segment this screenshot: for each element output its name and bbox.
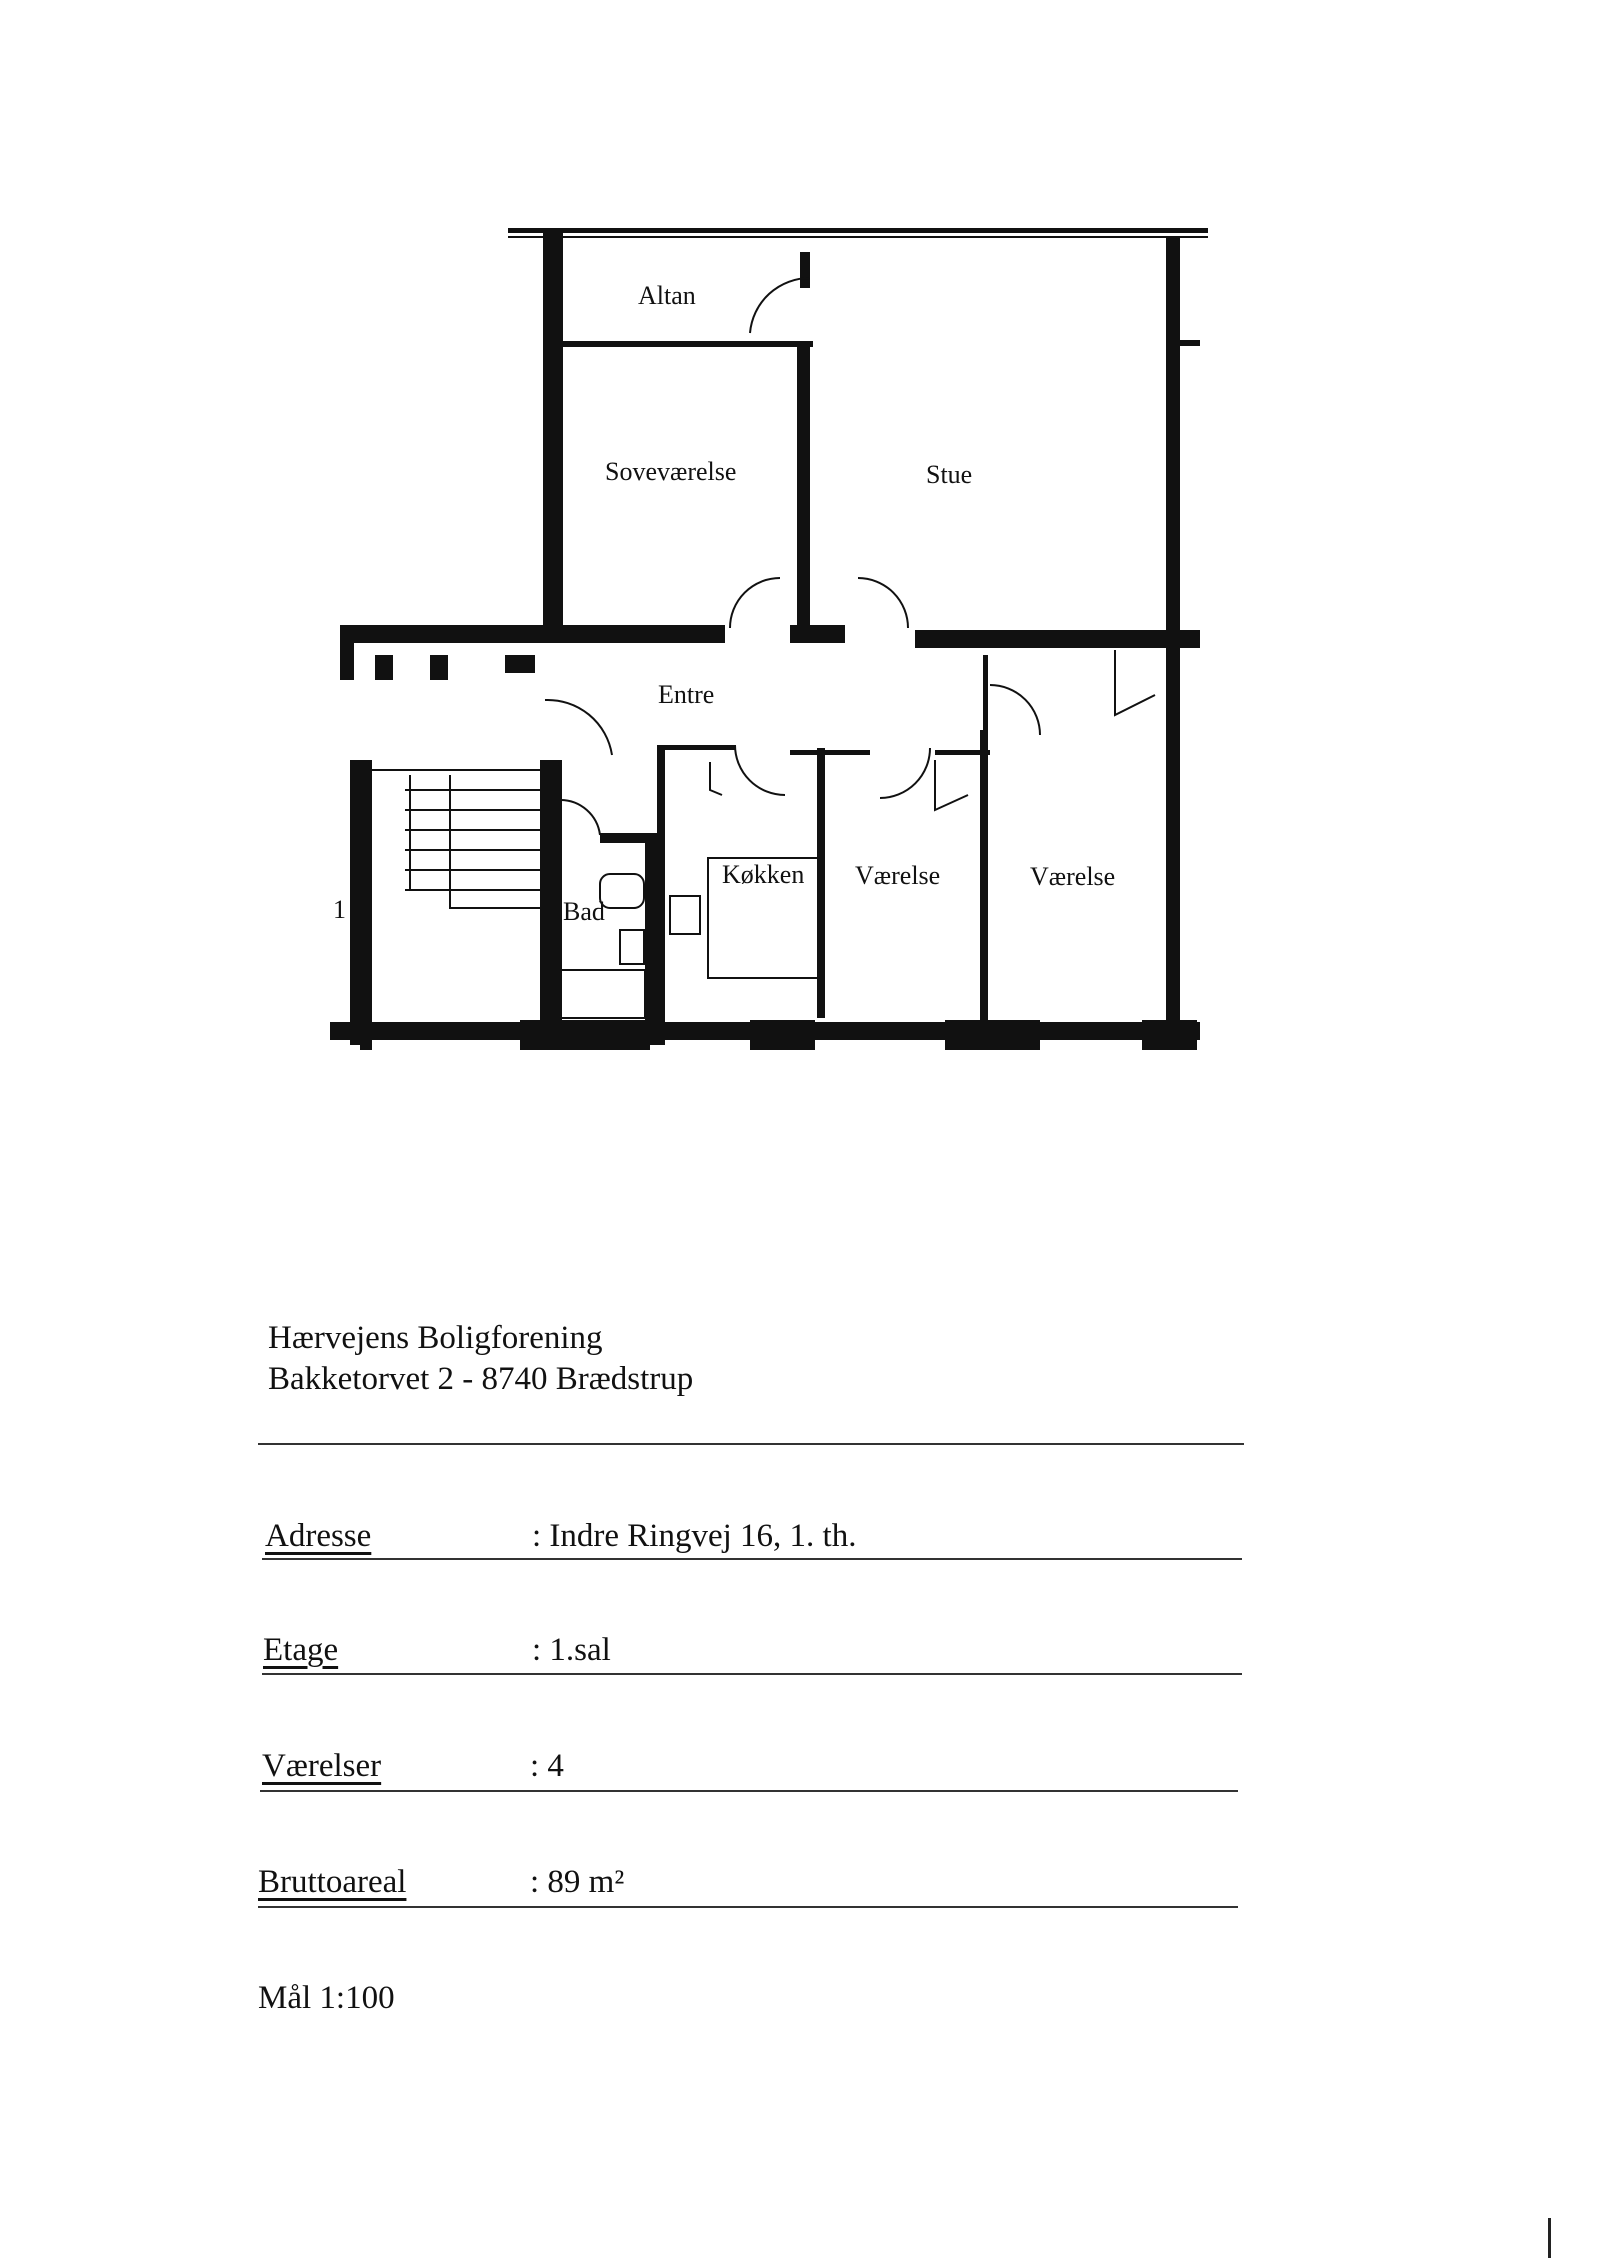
field-value-adresse: : Indre Ringvej 16, 1. th. — [532, 1518, 857, 1554]
field-value-bruttoareal: : 89 m² — [530, 1864, 625, 1900]
plan-edge-mark: 1 — [333, 895, 346, 924]
field-rule-bruttoareal — [258, 1906, 1238, 1908]
room-label-entre: Entre — [658, 680, 715, 709]
field-label-bruttoareal: Bruttoareal — [258, 1864, 407, 1900]
field-label-vaerelser: Værelser — [262, 1748, 382, 1784]
association-name: Hærvejens Boligforening — [268, 1320, 603, 1356]
title-divider — [258, 1443, 1244, 1445]
title-block — [268, 1318, 693, 1400]
field-value-etage: : 1.sal — [532, 1632, 611, 1668]
scale-label: Mål 1:100 — [258, 1980, 395, 2016]
field-label-etage: Etage — [263, 1632, 339, 1668]
field-rule-etage — [262, 1673, 1242, 1675]
page-edge-mark — [1548, 2218, 1551, 2258]
field-value-vaerelser: : 4 — [530, 1748, 564, 1784]
room-label-koekken: Køkken — [722, 860, 805, 889]
floor-plan — [0, 0, 1600, 1100]
field-rule-adresse — [262, 1558, 1242, 1560]
room-label-altan: Altan — [638, 281, 696, 310]
room-label-vaerelse-1: Værelse — [855, 861, 941, 890]
field-label-adresse: Adresse — [265, 1518, 372, 1554]
field-rule-vaerelser — [260, 1790, 1238, 1792]
room-label-sovevaerelse: Soveværelse — [605, 457, 737, 486]
room-label-stue: Stue — [926, 460, 973, 489]
room-label-bad: Bad — [563, 897, 605, 926]
room-label-vaerelse-2: Værelse — [1030, 862, 1116, 891]
association-address: Bakketorvet 2 - 8740 Brædstrup — [268, 1361, 694, 1397]
